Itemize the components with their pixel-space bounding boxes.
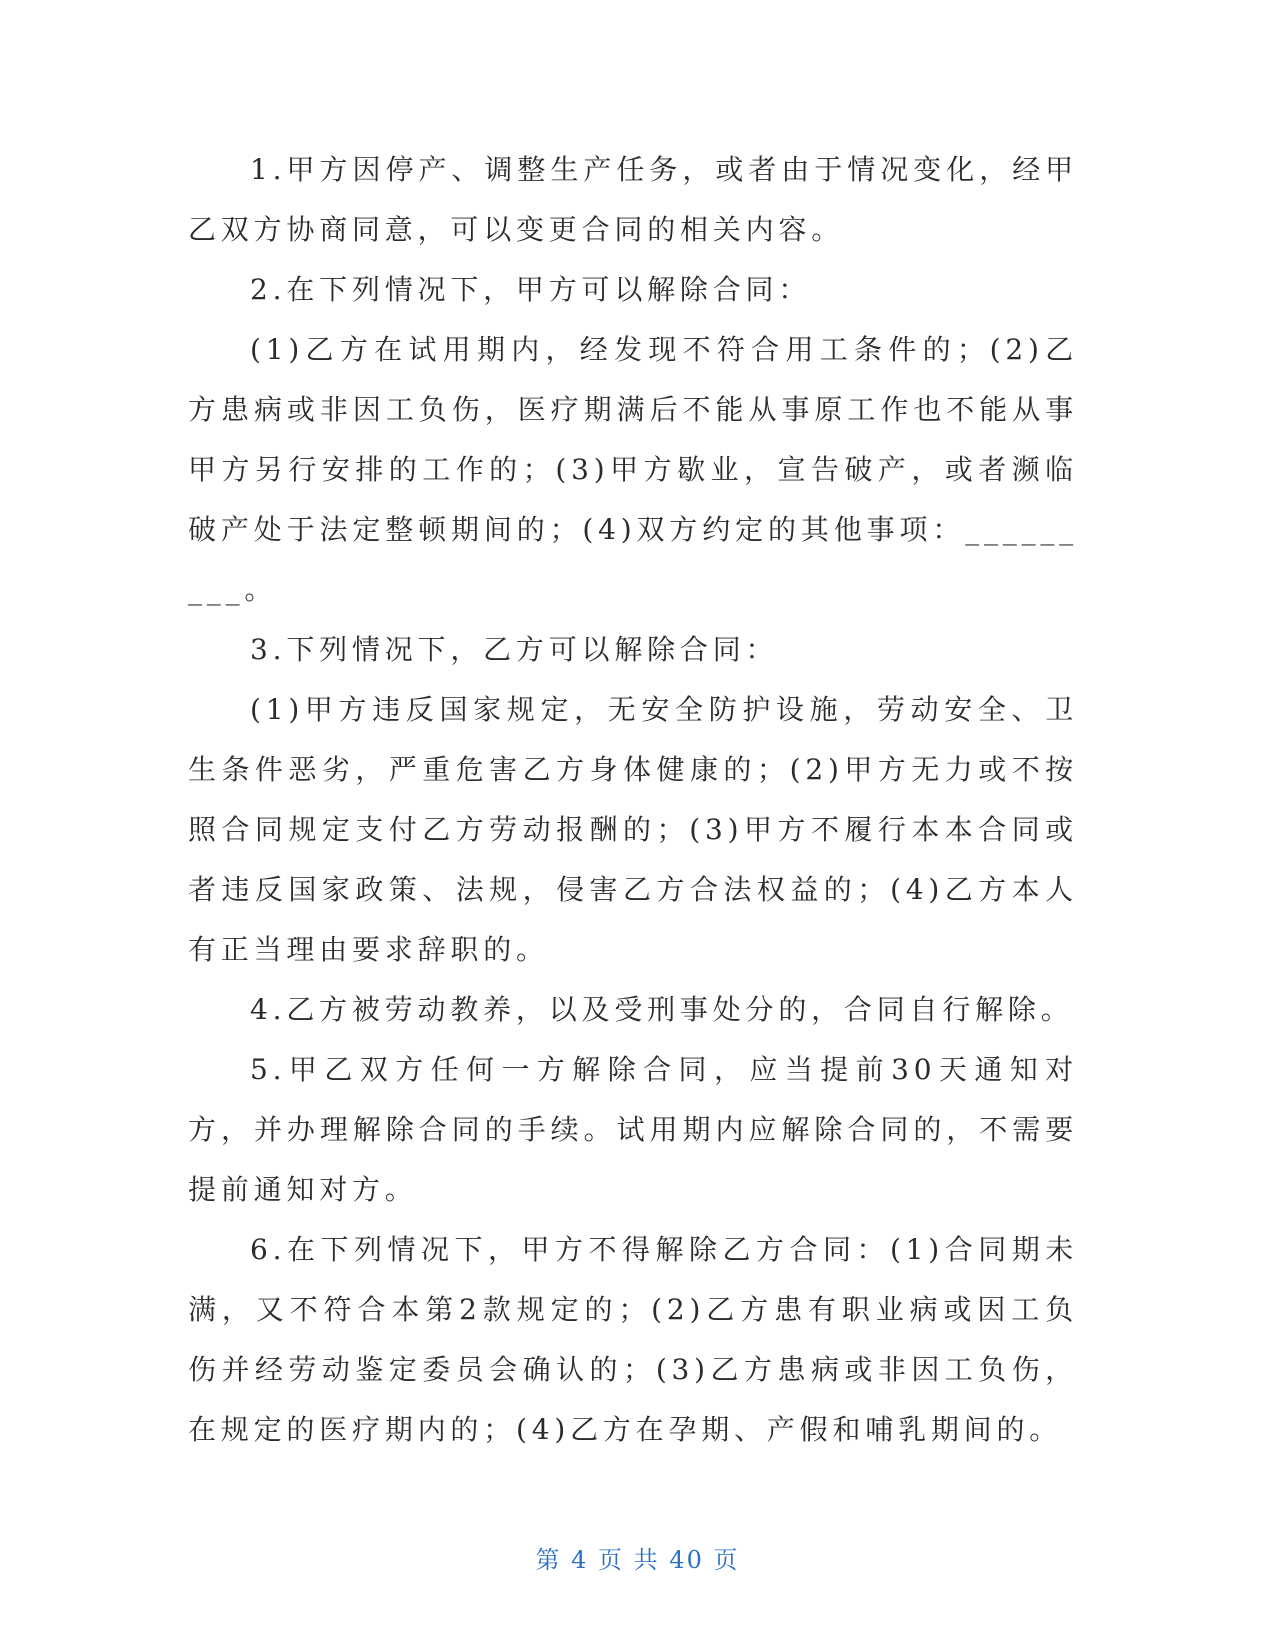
document-body [188,140,1078,1460]
paragraph-clause-2-items: (1)乙方在试用期内，经发现不符合用工条件的；(2)乙方患病或非因工负伤，医疗期满后不能从事原工作也不能从事甲方另行安排的工作的；(3)甲方歇业，宣告破产，或者濒临破产处于法定整顿期间的；(4)双方约定的其他事项：_________。 [188,333,1078,606]
page-footer [0,1540,1275,1575]
paragraph-clause-3: 3.下列情况下，乙方可以解除合同： [250,633,779,666]
paragraph-clause-5: 5.甲乙双方任何一方解除合同，应当提前30天通知对方，并办理解除合同的手续。试用期内应解除合同的，不需要提前通知对方。 [188,1053,1078,1206]
paragraph-clause-6: 6.在下列情况下，甲方不得解除乙方合同：(1)合同期未满，又不符合本第2款规定的；(2)乙方患有职业病或因工负伤并经劳动鉴定委员会确认的；(3)乙方患病或非因工负伤，在规定的医疗期内的；(4)乙方在孕期、产假和哺乳期间的。 [188,1233,1078,1446]
paragraph-clause-2: 2.在下列情况下，甲方可以解除合同： [250,273,812,306]
page-number-label: 第 4 页 共 40 页 [535,1546,740,1574]
paragraph-clause-3-items: (1)甲方违反国家规定，无安全防护设施，劳动安全、卫生条件恶劣，严重危害乙方身体健康的；(2)甲方无力或不按照合同规定支付乙方劳动报酬的；(3)甲方不履行本本合同或者违反国家政策、法规，侵害乙方合法权益的；(4)乙方本人有正当理由要求辞职的。 [188,693,1078,966]
paragraph-clause-4: 4.乙方被劳动教养，以及受刑事处分的，合同自行解除。 [250,993,1074,1026]
paragraph-clause-1: 1.甲方因停产、调整生产任务，或者由于情况变化，经甲乙双方协商同意，可以变更合同的相关内容。 [188,153,1078,246]
